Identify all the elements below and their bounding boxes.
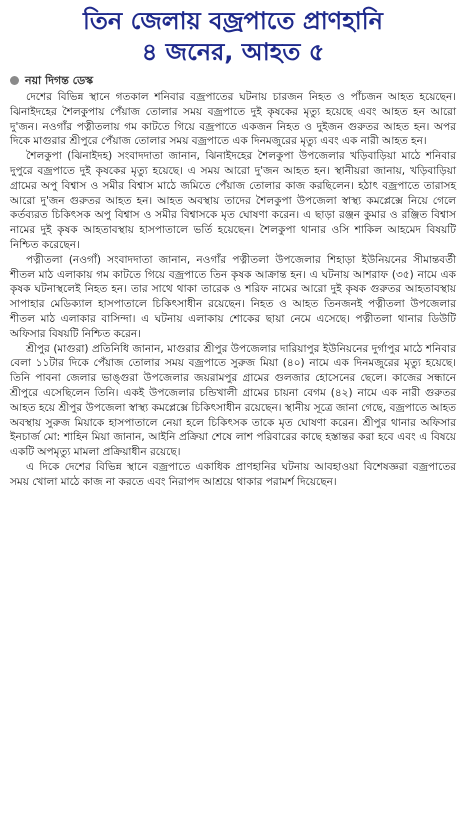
- headline-line-2: ৪ জনের, আহত ৫: [141, 38, 325, 66]
- article-paragraph: দেশের বিভিন্ন স্থানে গতকাল শনিবার বজ্রপাতের ঘটনায় চারজন নিহত ও পাঁচজন আহত হয়েছেন। ঝিনাইদহের শৈলকুপায় পেঁয়াজ তোলার সময় বজ্রপাতে দুই কৃষকের মৃত্যু হয়েছে এবং আহত হন আরো দু'জন। নওগাঁর পত্নীতলায় গম কাটতে গিয়ে বজ্রপাতে একজন নিহত ও দুইজন গুরুতর আহত হন। অপর দিকে মাগুরার শ্রীপুরে পেঁয়াজ তোলার সময় বজ্রপাতে এক দিনমজুরের মৃত্যু এবং এক নারী আহত হন।: [10, 91, 456, 148]
- byline: [10, 73, 456, 88]
- article-paragraph: শ্রীপুর (মাগুরা) প্রতিনিধি জানান, মাগুরার শ্রীপুর উপজেলার দারিয়াপুর ইউনিয়নের দুর্গাপুর মাঠে শনিবার বেলা ১১টার দিকে পেঁয়াজ তোলার সময় বজ্রপাতে সুরুজ মিয়া (৪০) নামে এক দিনমজুরের মৃত্যু হয়েছে। তিনি পাবনা জেলার ভাঙ্গুরা উপজেলার জয়রামপুর গ্রামের গুলজার হোসেনের ছেলে। কাজের সন্ধানে শ্রীপুরে এসেছিলেন তিনি। একই উপজেলার চন্ডিখালী গ্রামের চায়না বেগম (৪২) নামে এক নারী গুরুতর আহত হয়ে শ্রীপুর উপজেলা স্বাস্থ্য কমপ্লেক্সে চিকিৎসাধীন রয়েছেন। স্থানীয় সূত্রে জানা গেছে, বজ্রপাতে আহত অবস্থায় সুরুজ মিয়াকে হাসপাতালে নেয়া হলে চিকিৎসক তাকে মৃত ঘোষণা করেন। শ্রীপুর থানার অফিসার ইনচার্জ মো: শাহিন মিয়া জানান, আইনি প্রক্রিয়া শেষে লাশ পরিবারের কাছে হস্তান্তর করা হবে এবং এ বিষয়ে একটি অপমৃত্যু মামলা প্রক্রিয়াধীন রয়েছে।: [10, 342, 456, 459]
- headline: [10, 6, 456, 68]
- headline-line-1: তিন জেলায় বজ্রপাতে প্রাণহানি: [83, 7, 383, 35]
- byline-text: নয়া দিগন্ত ডেস্ক: [25, 74, 94, 87]
- bullet-icon: [10, 76, 19, 85]
- article-paragraph: এ দিকে দেশের বিভিন্ন স্থানে বজ্রপাতে একাধিক প্রাণহানির ঘটনায় আবহাওয়া বিশেষজ্ঞরা বজ্রপাতের সময় খোলা মাঠে কাজ না করতে এবং নিরাপদ আশ্রয়ে থাকার পরামর্শ দিয়েছেন।: [10, 460, 456, 488]
- article-body: [10, 90, 456, 490]
- article-paragraph: পত্নীতলা (নওগাঁ) সংবাদদাতা জানান, নওগাঁর পত্নীতলা উপজেলার শিহাড়া ইউনিয়নের সীমান্তবর্তী শীতল মাঠ এলাকায় গম কাটতে গিয়ে বজ্রপাতে তিন কৃষক আক্রান্ত হন। এ ঘটনায় আশরাফ (৩৫) নামে এক কৃষক ঘটনাস্থলেই নিহত হন। তার সাথে থাকা তারেক ও শরিফ নামের আরো দুই কৃষক গুরুতর আহতাবস্থায় সাপাহার মেডিক্যাল হাসপাতালে চিকিৎসাধীন রয়েছেন। নিহত ও আহত তিনজনই পত্নীতলা উপজেলার শীতল মাঠ এলাকার বাসিন্দা। এ ঘটনায় এলাকায় শোকের ছায়া নেমে এসেছে। পত্নীতলা থানার ডিউটি অফিসার বিষয়টি নিশ্চিত করেন।: [10, 253, 456, 340]
- article-paragraph: শৈলকুপা (ঝিনাইদহ) সংবাদদাতা জানান, ঝিনাইদহের শৈলকুপা উপজেলার খড়িবাড়িয়া মাঠে শনিবার দুপুরে বজ্রপাতে দুই কৃষকের মৃত্যু হয়েছে। এ সময় আরো দু'জন আহত হন। স্থানীয়রা জানায়, খড়িবাড়িয়া গ্রামের অপু বিশ্বাস ও সমীর বিশ্বাস মাঠে জমিতে পেঁয়াজ তোলার কাজ করছিলেন। হঠাৎ বজ্রপাতে তারাসহ আরো দু'জন গুরুতর আহত হন। আহত অবস্থায় তাদের শৈলকুপা উপজেলা স্বাস্থ্য কমপ্লেক্সে নিয়ে গেলে কর্তব্যরত চিকিৎসক অপু বিশ্বাস ও সমীর বিশ্বাসকে মৃত ঘোষণা করেন। এ ছাড়া রঞ্জন কুমার ও রঞ্জিত বিশ্বাস নামের দুই কৃষক আহতাবস্থায় হাসপাতালে ভর্তি হয়েছেন। শৈলকুপা থানার ওসি শাকিল আহমেদ বিষয়টি নিশ্চিত করেছেন।: [10, 150, 456, 251]
